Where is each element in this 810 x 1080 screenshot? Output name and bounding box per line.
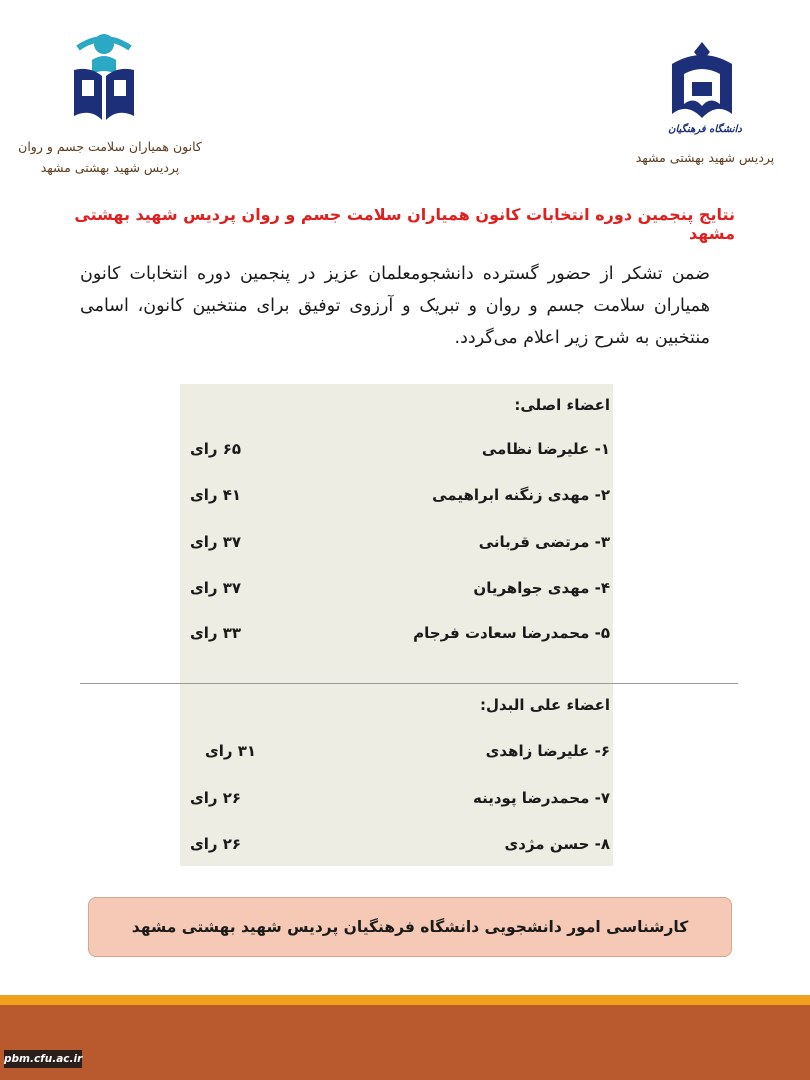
footer-box bbox=[88, 897, 732, 957]
member-name: ۲- مهدی زنگنه ابراهیمی bbox=[432, 486, 610, 504]
main-members-heading: اعضاء اصلی: bbox=[514, 396, 610, 414]
member-name: ۳- مرتضی قربانی bbox=[478, 533, 610, 551]
footer-text: کارشناسی امور دانشجویی دانشگاه فرهنگیان پردیس شهید بهشتی مشهد bbox=[131, 918, 689, 936]
right-caption: پردیس شهید بهشتی مشهد bbox=[635, 150, 775, 165]
gold-band bbox=[0, 995, 810, 1005]
member-votes: ۶۵ رای bbox=[190, 440, 242, 458]
member-name: ۴- مهدی جواهریان bbox=[473, 579, 610, 597]
page-title: نتایج پنجمین دوره انتخابات کانون همیاران سلامت جسم و روان پردیس شهید بهشتی مشهد bbox=[74, 205, 735, 243]
watermark-url[interactable]: pbm.cfu.ac.ir bbox=[4, 1050, 82, 1068]
alternate-members-heading: اعضاء علی البدل: bbox=[479, 696, 610, 714]
member-votes: ۳۳ رای bbox=[190, 624, 242, 642]
left-caption-line2: پردیس شهید بهشتی مشهد bbox=[40, 160, 180, 175]
member-name: ۶- علیرضا زاهدی bbox=[485, 742, 610, 760]
member-votes: ۳۱ رای bbox=[205, 742, 257, 760]
intro-paragraph: ضمن تشکر از حضور گسترده دانشجومعلمان عزیز در پنجمین دوره انتخابات کانون همیاران سلامت جسم و روان و تبریک و آرزوی توفیق برای منتخبین کانون، اسامی منتخبین به شرح زیر اعلام می‌گردد. bbox=[80, 264, 710, 348]
rust-band bbox=[0, 1005, 810, 1080]
left-caption-line1: کانون همیاران سلامت جسم و روان bbox=[18, 139, 202, 154]
member-votes: ۲۶ رای bbox=[190, 789, 242, 807]
member-votes: ۳۷ رای bbox=[190, 533, 242, 551]
book-person-logo-icon bbox=[68, 30, 140, 130]
member-votes: ۴۱ رای bbox=[190, 486, 242, 504]
left-caption bbox=[10, 136, 210, 178]
member-name: ۱- علیرضا نظامی bbox=[481, 440, 610, 458]
university-name-text: دانشگاه فرهنگیان bbox=[668, 124, 742, 135]
member-name: ۵- محمدرضا سعادت فرجام bbox=[413, 624, 610, 642]
member-votes: ۳۷ رای bbox=[190, 579, 242, 597]
member-name: ۷- محمدرضا پودینه bbox=[473, 789, 610, 807]
member-name: ۸- حسن مژدی bbox=[504, 835, 610, 853]
member-votes: ۲۶ رای bbox=[190, 835, 242, 853]
university-emblem-icon bbox=[662, 38, 742, 130]
section-divider bbox=[80, 683, 738, 684]
